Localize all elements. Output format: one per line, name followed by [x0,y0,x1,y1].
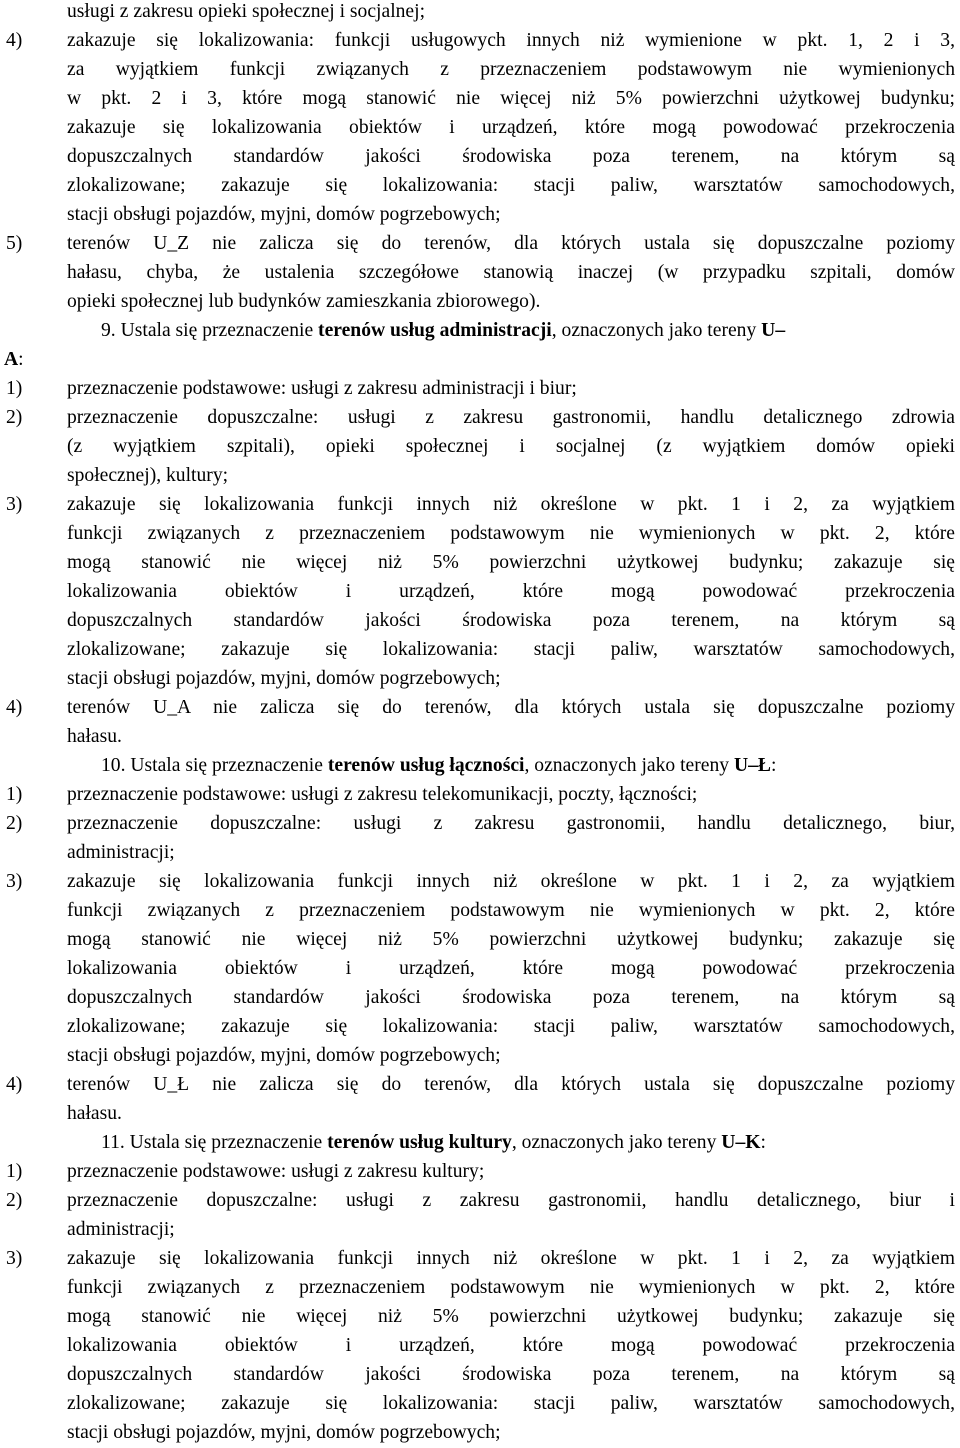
text-line: przeznaczenie podstawowe: usługi z zakresu kultury; [67,1161,485,1182]
list-number: 4) [6,1074,23,1095]
text-line: zakazuje się lokalizowania obiektów i urządzeń, które mogą powodować przekroczenia [67,117,955,138]
text-line: przeznaczenie dopuszczalne: usługi z zakresu gastronomii, handlu detalicznego, biur, [67,813,955,834]
text-line: terenów U_Z nie zalicza się do terenów, dla których ustala się dopuszczalne poziomy [67,233,955,254]
text-line: lokalizowania obiektów i urządzeń, które mogą powodować przekroczenia [67,581,955,602]
text-line: zakazuje się lokalizowania funkcji innych niż określone w pkt. 1 i 2, za wyjątkiem [67,871,955,892]
list-number: 4) [6,30,23,51]
text-line: hałasu, chyba, że ustalenia szczegółowe stanowią inaczej (w przypadku szpitali, domów [67,262,955,283]
section-heading-10: 10. Ustala się przeznaczenie terenów usług łączności, oznaczonych jako tereny U–Ł: [101,755,777,776]
text-line: dopuszczalnych standardów jakości środowiska poza terenem, na którym są [67,610,955,631]
text-line: stacji obsługi pojazdów, myjni, domów pogrzebowych; [67,1045,501,1066]
text-line: (z wyjątkiem szpitali), opieki społecznej i socjalnej (z wyjątkiem domów opieki [67,436,955,457]
text-line: hałasu. [67,1103,122,1124]
text-line: mogą stanowić nie więcej niż 5% powierzchni użytkowej budynku; zakazuje się [67,552,955,573]
text-line: administracji; [67,842,175,863]
text-line: mogą stanowić nie więcej niż 5% powierzchni użytkowej budynku; zakazuje się [67,929,955,950]
text-line: społecznej), kultury; [67,465,229,486]
list-number: 3) [6,871,23,892]
list-number: 1) [6,1161,23,1182]
text-line: stacji obsługi pojazdów, myjni, domów pogrzebowych; [67,1422,501,1443]
section-heading-9: 9. Ustala się przeznaczenie terenów usług administracji, oznaczonych jako tereny U– [101,320,786,341]
text-line: opieki społecznej lub budynków zamieszkania zbiorowego). [67,291,541,312]
text-line: przeznaczenie dopuszczalne: usługi z zakresu gastronomii, handlu detalicznego, biur i [67,1190,955,1211]
text-line: przeznaczenie podstawowe: usługi z zakresu administracji i biur; [67,378,577,399]
text-line: mogą stanowić nie więcej niż 5% powierzchni użytkowej budynku; zakazuje się [67,1306,955,1327]
section-heading-9-continued: A: [4,349,24,370]
text-line: terenów U_Ł nie zalicza się do terenów, dla których ustala się dopuszczalne poziomy [67,1074,955,1095]
text-line: dopuszczalnych standardów jakości środowiska poza terenem, na którym są [67,987,955,1008]
text-line: zlokalizowane; zakazuje się lokalizowania: stacji paliw, warsztatów samochodowych, [67,1393,955,1414]
text-line: lokalizowania obiektów i urządzeń, które mogą powodować przekroczenia [67,958,955,979]
text-line: funkcji związanych z przeznaczeniem podstawowym nie wymienionych w pkt. 2, które [67,900,955,921]
list-number: 3) [6,494,23,515]
list-number: 1) [6,378,23,399]
text-line: stacji obsługi pojazdów, myjni, domów pogrzebowych; [67,668,501,689]
text-line: zlokalizowane; zakazuje się lokalizowania: stacji paliw, warsztatów samochodowych, [67,1016,955,1037]
text-line: hałasu. [67,726,122,747]
text-line: przeznaczenie podstawowe: usługi z zakresu telekomunikacji, poczty, łączności; [67,784,698,805]
list-number: 3) [6,1248,23,1269]
list-number: 2) [6,407,23,428]
text-line: zakazuje się lokalizowania funkcji innych niż określone w pkt. 1 i 2, za wyjątkiem [67,494,955,515]
list-number: 5) [6,233,23,254]
text-line: zlokalizowane; zakazuje się lokalizowania: stacji paliw, warsztatów samochodowych, [67,175,955,196]
text-line: za wyjątkiem funkcji związanych z przeznaczeniem podstawowym nie wymienionych [67,59,955,80]
text-line: stacji obsługi pojazdów, myjni, domów pogrzebowych; [67,204,501,225]
list-number: 2) [6,813,23,834]
text-line: funkcji związanych z przeznaczeniem podstawowym nie wymienionych w pkt. 2, które [67,1277,955,1298]
text-line: usługi z zakresu opieki społecznej i socjalnej; [67,1,426,22]
list-number: 1) [6,784,23,805]
list-number: 4) [6,697,23,718]
list-number: 2) [6,1190,23,1211]
text-line: zakazuje się lokalizowania funkcji innych niż określone w pkt. 1 i 2, za wyjątkiem [67,1248,955,1269]
text-line: zlokalizowane; zakazuje się lokalizowania: stacji paliw, warsztatów samochodowych, [67,639,955,660]
text-line: przeznaczenie dopuszczalne: usługi z zakresu gastronomii, handlu detalicznego zdrowia [67,407,955,428]
text-line: administracji; [67,1219,175,1240]
text-line: lokalizowania obiektów i urządzeń, które mogą powodować przekroczenia [67,1335,955,1356]
text-line: funkcji związanych z przeznaczeniem podstawowym nie wymienionych w pkt. 2, które [67,523,955,544]
section-heading-11: 11. Ustala się przeznaczenie terenów usług kultury, oznaczonych jako tereny U–K: [101,1132,766,1153]
text-line: terenów U_A nie zalicza się do terenów, dla których ustala się dopuszczalne poziomy [67,697,955,718]
text-line: zakazuje się lokalizowania: funkcji usługowych innych niż wymienione w pkt. 1, 2 i 3, [67,30,955,51]
text-line: dopuszczalnych standardów jakości środowiska poza terenem, na którym są [67,1364,955,1385]
text-line: w pkt. 2 i 3, które mogą stanowić nie więcej niż 5% powierzchni użytkowej budynku; [67,88,955,109]
text-line: dopuszczalnych standardów jakości środowiska poza terenem, na którym są [67,146,955,167]
